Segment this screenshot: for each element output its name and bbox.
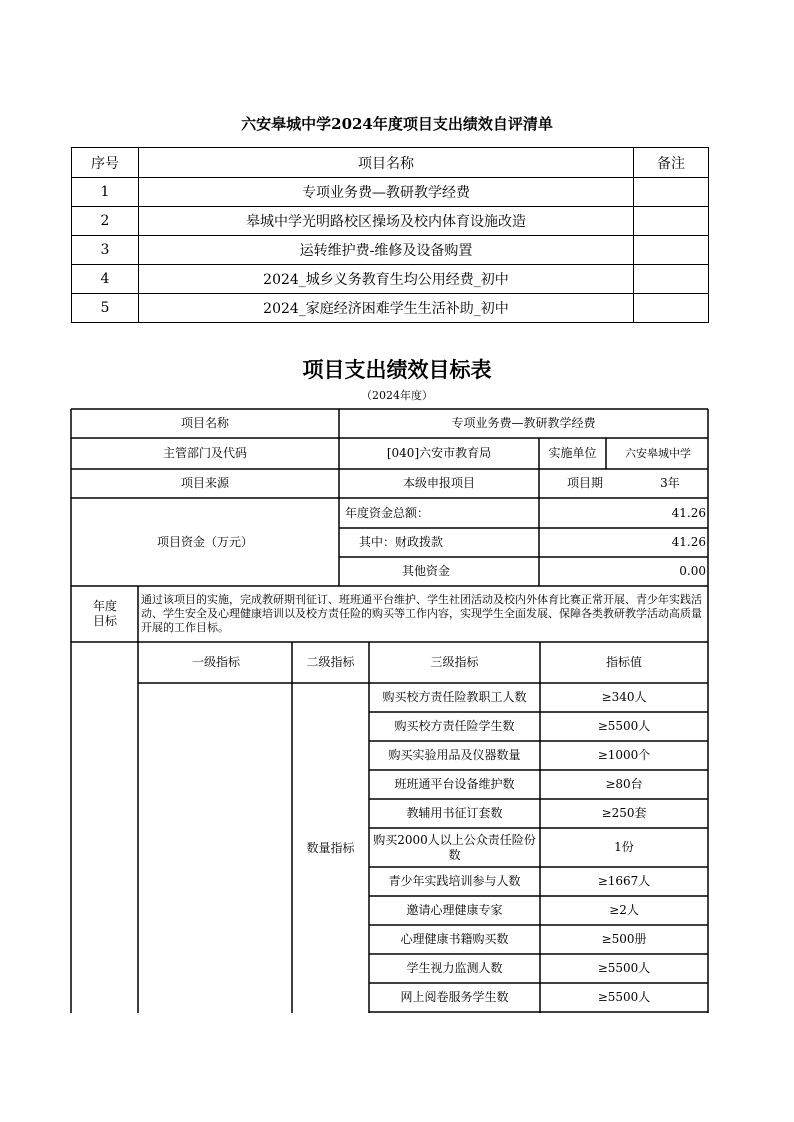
row-seq: 5 <box>72 294 139 323</box>
indicator-name: 购买校方责任险教职工人数 <box>382 690 527 704</box>
funds-total-label: 年度资金总额： <box>345 505 430 520</box>
row-seq: 3 <box>72 236 139 265</box>
impl-label: 实施单位 <box>548 446 597 460</box>
funds-total-value: 41.26 <box>671 505 706 520</box>
indicator-name: 班班通平台设备维护数 <box>394 777 515 791</box>
project-name-value: 专项业务费—教研教学经费 <box>451 416 596 430</box>
funds-fiscal-label: 其中：财政拨款 <box>359 535 444 549</box>
indicator-name: 购买实验用品及仪器数量 <box>388 748 521 762</box>
ind-header-level3: 三级指标 <box>430 655 479 669</box>
indicator-name: 网上阅卷服务学生数 <box>400 990 509 1004</box>
indicator-value: ≥80台 <box>605 777 643 791</box>
row-seq: 1 <box>72 178 139 207</box>
list-title: 六安皋城中学2024年度项目支出绩效自评清单 <box>241 115 553 133</box>
funds-label: 项目资金（万元） <box>156 534 253 549</box>
indicator-value: ≥1667人 <box>597 874 651 888</box>
target-table-title: 项目支出绩效目标表 <box>302 357 492 382</box>
header-seq: 序号 <box>72 148 139 178</box>
indicator-value: ≥1000个 <box>597 748 651 762</box>
indicator-value: ≥5500人 <box>597 961 651 975</box>
indicator-name: 心理健康书籍购买数 <box>400 932 509 946</box>
indicator-name: 青少年实践培训参与人数 <box>388 874 521 888</box>
period-value: 3年 <box>660 476 680 490</box>
header-name: 项目名称 <box>139 148 634 178</box>
impl-value: 六安皋城中学 <box>625 446 691 460</box>
target-table-year: （2024年度） <box>361 389 433 402</box>
funds-fiscal-value: 41.26 <box>671 535 706 549</box>
indicator-name: 学生视力监测人数 <box>406 961 503 975</box>
row-seq: 4 <box>72 265 139 294</box>
goal-text: 通过该项目的实施，完成教研期刊征订、班班通平台维护、学生社团活动及校内外体育比赛正常开展、青少年实践活动、学生安全及心理健康培训以及校方责任险的购买等工作内容，实现学生全面发展、保障各类教研教学活动高质量开展的工作目标。 <box>141 592 702 635</box>
dept-value: [040]六安市教育局 <box>386 446 492 460</box>
project-name-label: 项目名称 <box>180 416 229 430</box>
ind-header-level1: 一级指标 <box>191 655 240 669</box>
funds-other-value: 0.00 <box>679 564 706 578</box>
row-name: 皋城中学光明路校区操场及校内体育设施改造 <box>139 207 634 236</box>
level2-quantity: 数量指标 <box>306 840 355 855</box>
indicator-value: ≥250套 <box>601 806 647 820</box>
row-seq: 2 <box>72 207 139 236</box>
row-name: 专项业务费—教研教学经费 <box>139 178 634 207</box>
indicator-value: ≥340人 <box>601 690 647 704</box>
source-label: 项目来源 <box>180 476 229 490</box>
indicator-name: 购买2000人以上公众责任险份数 <box>373 832 536 862</box>
dept-label: 主管部门及代码 <box>162 446 247 460</box>
funds-other-label: 其他资金 <box>401 564 450 578</box>
source-value: 本级申报项目 <box>402 476 475 490</box>
indicator-value: 1份 <box>614 840 634 854</box>
indicator-value: ≥5500人 <box>597 719 651 733</box>
row-name: 运转维护费-维修及设备购置 <box>139 236 634 265</box>
indicator-name: 邀请心理健康专家 <box>406 903 503 917</box>
header-note: 备注 <box>634 148 709 178</box>
ind-header-level2: 二级指标 <box>306 655 355 669</box>
goal-label: 年度目标 <box>92 599 117 628</box>
period-label: 项目期 <box>566 476 603 490</box>
indicator-value: ≥500册 <box>601 932 647 946</box>
row-name: 2024_家庭经济困难学生生活补助_初中 <box>139 294 634 323</box>
indicator-name: 教辅用书征订套数 <box>406 806 503 820</box>
indicator-value: ≥2人 <box>609 903 639 917</box>
indicator-name: 购买校方责任险学生数 <box>394 719 515 733</box>
row-name: 2024_城乡义务教育生均公用经费_初中 <box>139 265 634 294</box>
indicator-value: ≥5500人 <box>597 990 651 1004</box>
ind-header-value: 指标值 <box>605 655 642 669</box>
